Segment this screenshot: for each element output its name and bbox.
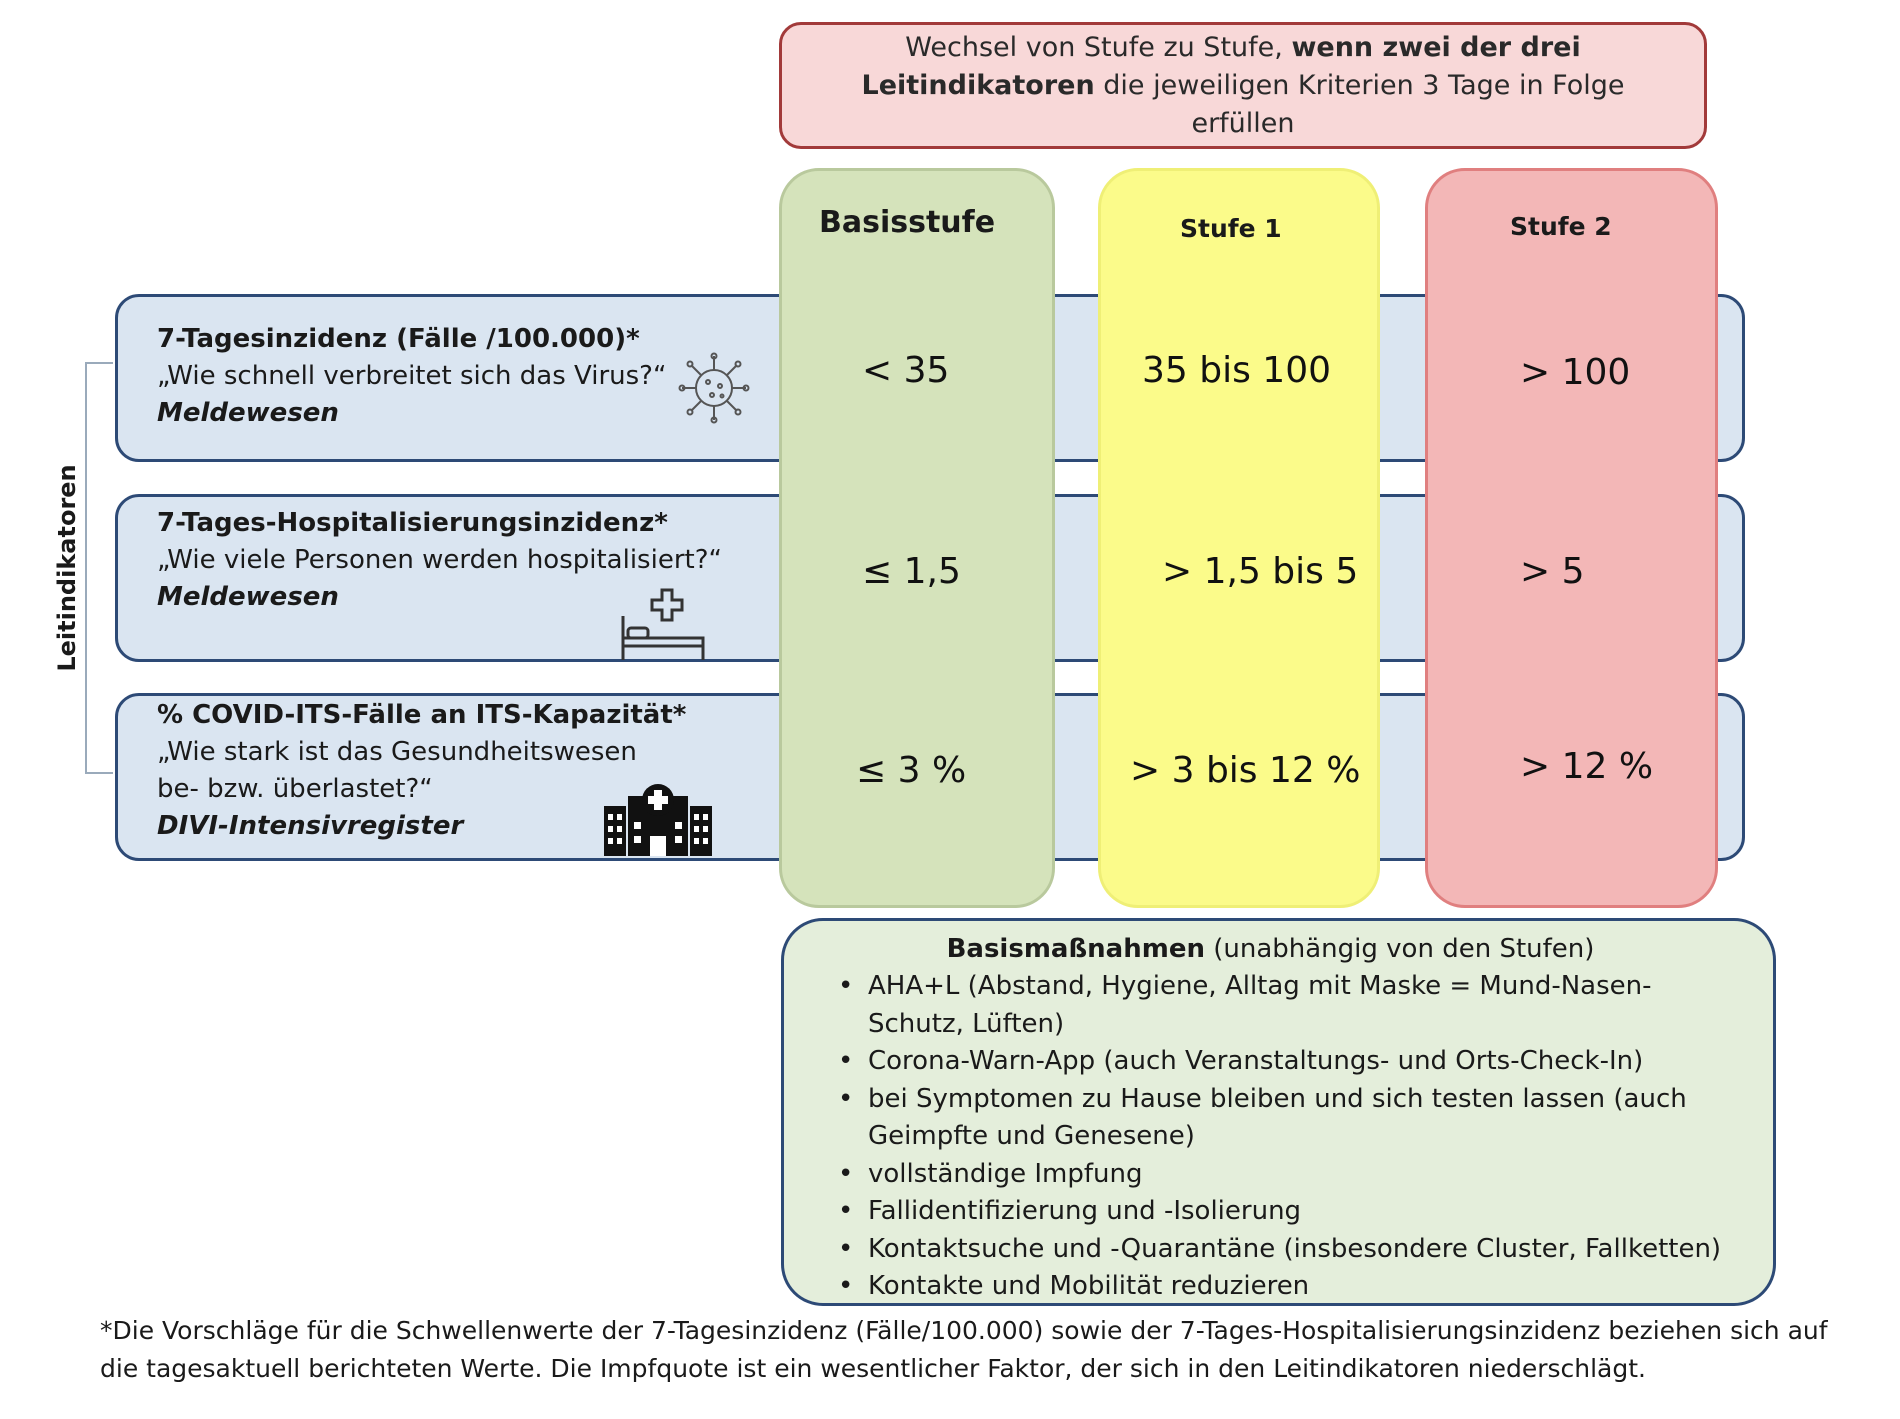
indicator-incidence-text	[157, 321, 666, 432]
basic-measures-heading-bold: Basismaßnahmen	[946, 934, 1205, 964]
threshold-incidence-stufe2: > 100	[1520, 352, 1631, 393]
indicator-icu-question-line1: „Wie stark ist das Gesundheitswesen	[157, 737, 637, 767]
lead-indicators-label: Leitindikatoren	[53, 464, 81, 672]
stage-change-rule-box	[779, 22, 1707, 149]
indicator-hospitalization-source: Meldewesen	[157, 582, 339, 612]
basic-measure-item: • Kontaktsuche und -Quarantäne (insbesondere Cluster, Fallketten)	[838, 1231, 1727, 1269]
threshold-hospitalization-basis: ≤ 1,5	[862, 551, 961, 592]
basic-measures-box	[781, 918, 1776, 1306]
basic-measures-heading	[814, 931, 1727, 968]
indicator-incidence-title: 7-Tagesinzidenz (Fälle /100.000)*	[157, 324, 640, 354]
basic-measures-heading-rest: (unabhängig von den Stufen)	[1213, 934, 1595, 964]
threshold-icu-basis: ≤ 3 %	[856, 750, 967, 791]
basic-measure-item: • AHA+L (Abstand, Hygiene, Alltag mit Maske = Mund-Nasen-Schutz, Lüften)	[838, 968, 1727, 1043]
hospital-bed-icon	[618, 580, 708, 662]
indicator-icu-title: % COVID-ITS-Fälle an ITS-Kapazität*	[157, 700, 687, 730]
lead-indicators-bracket	[85, 362, 113, 774]
rule-text-part1: Wechsel von Stufe zu Stufe,	[905, 31, 1283, 63]
indicator-icu-question-line2: be- bzw. überlastet?“	[157, 774, 433, 804]
indicator-hospitalization-question: „Wie viele Personen werden hospitalisiert?“	[157, 545, 722, 575]
threshold-incidence-basis: < 35	[862, 350, 950, 391]
threshold-hospitalization-stufe1: > 1,5 bis 5	[1162, 551, 1359, 592]
threshold-hospitalization-stufe2: > 5	[1520, 551, 1585, 592]
basic-measures-list	[814, 968, 1727, 1306]
rule-text-bold: wenn zwei der drei Leitindikatoren	[861, 31, 1581, 101]
stage-column-stufe2	[1425, 168, 1718, 908]
stage-header-basis: Basisstufe	[819, 205, 996, 240]
basic-measure-item: • Kontakte und Mobilität reduzieren	[838, 1268, 1727, 1306]
indicator-incidence-source: Meldewesen	[157, 398, 339, 428]
stage-column-basis	[779, 168, 1055, 908]
threshold-icu-stufe1: > 3 bis 12 %	[1130, 750, 1361, 791]
stage-change-rule-text	[808, 29, 1678, 143]
footnote: *Die Vorschläge für die Schwellenwerte der 7-Tagesinzidenz (Fälle/100.000) sowie der 7-Tages-Hospitalisierungsinzidenz beziehen sich auf die tagesaktuell berichteten Werte. Die Impfquote ist ein wesentlicher Faktor, der sich in den Leitindikatoren niederschlägt.	[100, 1316, 1828, 1383]
stage-header-stufe1: Stufe 1	[1180, 214, 1282, 243]
indicator-incidence-question: „Wie schnell verbreitet sich das Virus?“	[157, 361, 667, 391]
stage-header-stufe2: Stufe 2	[1510, 212, 1612, 241]
indicator-hospitalization-title: 7-Tages-Hospitalisierungsinzidenz*	[157, 508, 668, 538]
stage-column-stufe1	[1098, 168, 1380, 908]
virus-icon	[678, 352, 750, 424]
indicator-icu-source: DIVI-Intensivregister	[157, 811, 464, 841]
basic-measure-item: • bei Symptomen zu Hause bleiben und sich testen lassen (auch Geimpfte und Genesene)	[838, 1081, 1727, 1156]
basic-measure-item: • Fallidentifizierung und -Isolierung	[838, 1193, 1727, 1231]
rule-text-part3: die jeweiligen Kriterien 3 Tage in Folge erfüllen	[1103, 69, 1625, 139]
threshold-icu-stufe2: > 12 %	[1520, 746, 1654, 787]
basic-measure-item: • Corona-Warn-App (auch Veranstaltungs- und Orts-Check-In)	[838, 1043, 1727, 1081]
basic-measure-item: • vollständige Impfung	[838, 1156, 1727, 1194]
threshold-incidence-stufe1: 35 bis 100	[1142, 350, 1332, 391]
hospital-building-icon	[604, 782, 712, 856]
